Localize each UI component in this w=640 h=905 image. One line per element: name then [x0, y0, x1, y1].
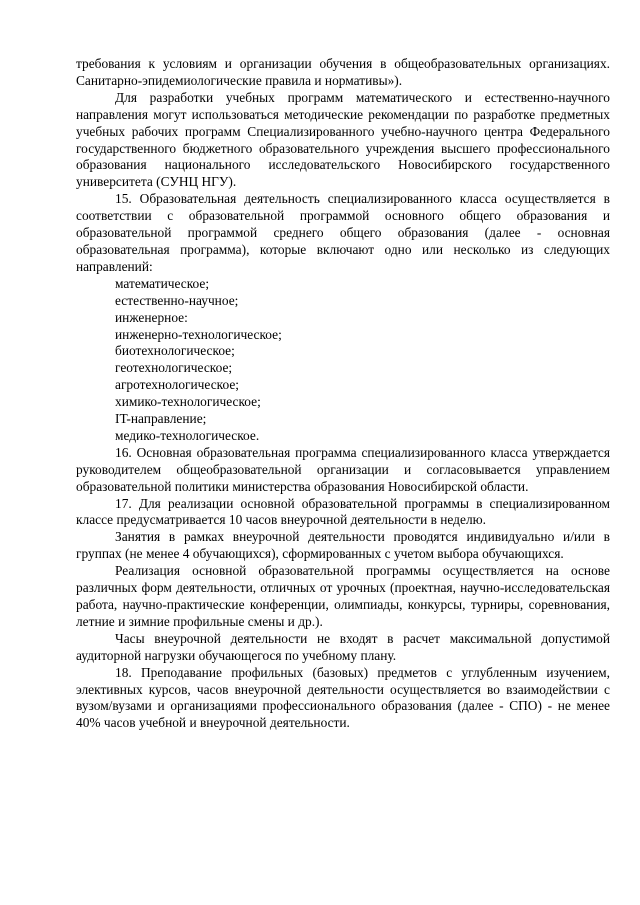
- list-item: химико-технологическое;: [115, 394, 261, 410]
- paragraph-sanpin-continuation: требования к условиям и организации обучения в общеобразовательных организациях. Санитарно-эпидемиологические правила и нормативы»).: [76, 56, 610, 88]
- list-item: IT-направление;: [115, 411, 207, 427]
- paragraph-item-17: 17. Для реализации основной образовательной программы в специализированном классе предусматривается 10 часов внеурочной деятельности в неделю.: [76, 495, 610, 528]
- paragraph-hours-load: Часы внеурочной деятельности не входят в расчет максимальной допустимой аудиторной нагрузки обучающегося по учебному плану.: [76, 630, 610, 663]
- list-item: биотехнологическое;: [115, 343, 235, 359]
- paragraph-extracurricular-groups: Занятия в рамках внеурочной деятельности проводятся индивидуально и/или в группах (не менее 4 обучающихся), сформированных с учетом выбора обучающихся.: [76, 529, 610, 562]
- paragraph-activity-forms: Реализация основной образовательной программы осуществляется на основе различных форм деятельности, отличных от урочных (проектная, научно-исследовательская работа, научно-практические конференции, олимпиады, конкурсы, турниры, соревнования, летние и зимние профильные смены и др.).: [76, 563, 610, 629]
- list-item: инженерно-технологическое;: [115, 326, 282, 342]
- list-item: естественно-научное;: [115, 292, 239, 308]
- list-item: геотехнологическое;: [115, 360, 233, 376]
- paragraph-item-18: 18. Преподавание профильных (базовых) предметов с углубленным изучением, элективных курсов, часов внеурочной деятельности осуществляется во взаимодействии с вузом/вузами и организациями профессионального образования (далее - СПО) - не менее 40% часов учебной и внеурочной деятельности.: [76, 664, 610, 731]
- paragraph-item-16: 16. Основная образовательная программа специализированного класса утверждается руководителем общеобразовательной организации и согласовывается управлением образовательной политики министерства образования Новосибирской области.: [76, 444, 610, 494]
- directions-list: [76, 276, 610, 445]
- list-item: математическое;: [115, 275, 210, 291]
- list-item: агротехнологическое;: [115, 377, 239, 393]
- document-page: [76, 56, 610, 732]
- list-item: медико-технологическое.: [115, 427, 260, 443]
- paragraph-methodical-recommendations: Для разработки учебных программ математического и естественно-научного направления могут использоваться методические рекомендации по разработке предметных учебных рабочих программ Специализированного учебно-научного центра Федерального государственного бюджетного образовательного учреждения высшего профессионального образования национального исследовательского Новосибирского государственного университета (СУНЦ НГУ).: [76, 89, 610, 190]
- list-item: инженерное:: [115, 309, 188, 325]
- paragraph-item-15: 15. Образовательная деятельность специализированного класса осуществляется в соответствии с образовательной программой основного общего образования и образовательной программой среднего общего образования (далее - основная образовательная программа), которые включают одно или несколько из следующих направлений:: [76, 191, 610, 274]
